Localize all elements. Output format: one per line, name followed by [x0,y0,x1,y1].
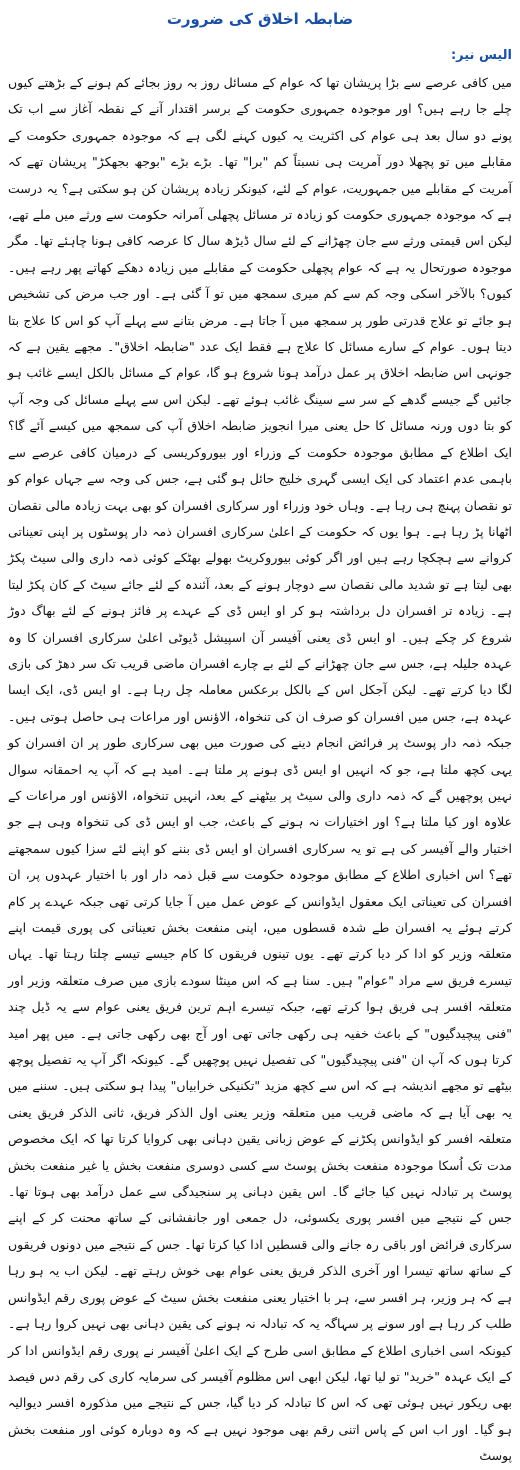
author-name: الیس نیر: [450,48,512,63]
article-paragraph: میں کافی عرصے سے بڑا پریشان تھا کہ عوام کے مسائل روز بہ روز بجائے کم ہونے کے بڑھتے کیوں چلے جا رہے ہیں؟ اور موجودہ جمہوری حکومت کے برسر اقتدار آنے کے نقطہ آغاز سے اب تک پونے دو سال بعد ہی عوام کی اکثریت یہ کیوں کہنے لگی ہے کہ موجودہ جمہوری حکومت کے مقابلے میں تو پچھلا دور آمریت ہی نسبتاً کم "برا" تھا۔ بڑے بڑے "بوجھ بجھکڑ" پریشان تھے کہ آمریت کے مقابلے میں جمہوریت، عوام کے لئے، کیونکر زیادہ پریشان کن ہو سکتی ہے؟ یہ درست ہے کہ موجودہ جمہوری حکومت کو زیادہ تر مسائل پچھلی آمرانہ حکومت سے ورثے میں ملے تھے، لیکن اس قیمتی ورثے سے جان چھڑانے کے لئے سال ڈیڑھ سال کا عرصہ کافی ہونا چاہئے تھا۔ مگر موجودہ صورتحال یہ ہے کہ عوام پچھلی حکومت کے مقابلے میں زیادہ دھکے کھاتے پھر رہے ہیں۔ کیوں؟ بالآخر اسکی وجہ کم سے کم میری سمجھ میں تو آ گئی ہے۔ اور جب مرض کی تشخیص ہو جائے تو علاج قدرتی طور پر سمجھ میں آ جاتا ہے۔ مرض بتانے سے پہلے آپ کو اس کا علاج بتا دیتا ہوں۔ عوام کے سارے مسائل کا علاج ہے فقط ایک عدد "ضابطہ اخلاق"۔ مجھے یقین ہے کہ جونہی اس ضابطہ اخلاق پر عمل درآمد ہونا شروع ہو گا، عوام کے مسائل بالکل ایسے غائب ہو جائیں گے جیسے گدھے کے سر سے سینگ غائب ہوئے تھے۔ لیکن اس سے پہلے مسائل کی وجہ آپ کو بتا دوں ورنہ مسائل کا حل یعنی میرا انجویز ضابطہ اخلاق آپ کی سمجھ میں کیسے آئے گا؟ ایک اطلاع کے مطابق موجودہ حکومت کے وزراء اور بیوروکریسی کے درمیان کافی عرصے سے باہمی عدم اعتماد کی ایک ایسی گہری خلیج حائل ہو گئی ہے، جس کی وجہ سے جہاں عوام کو تو نقصان پہنچ ہی رہا ہے۔ وہاں خود وزراء اور سرکاری افسران کو بھی بہت زیادہ مالی نقصان اٹھانا پڑ رہا ہے۔ ہوا یوں کہ حکومت کے اعلیٰ سرکاری افسران ذمہ دار پوسٹوں پر اپنی تعیناتی کروانے سے ہچکچا رہے ہیں اور اگر کوئی بیوروکریٹ بھولے بھٹکے کوئی ذمہ داری والی سیٹ پکڑ بھی لیتا ہے تو شدید مالی نقصان سے دوچار ہونے کے بعد، آئندہ کے لئے جائے سیٹ کے کان پکڑ لیتا ہے۔ زیادہ تر افسران دل برداشتہ ہو کر او ایس ڈی کے عہدے پر فائز ہونے کے لئے بھاگ دوڑ شروع کر چکے ہیں۔ او ایس ڈی یعنی آفیسر آن اسپیشل ڈیوٹی اعلیٰ سرکاری افسران کا وہ عہدہ جلیلہ ہے، جس سے جان چھڑانے کے لئے بے چارے افسران ماضی قریب تک سر دھڑ کی بازی لگا دیا کرتے تھے۔ لیکن آجکل اس کے بالکل برعکس معاملہ چل رہا ہے۔ او ایس ڈی، ایک ایسا عہدہ ہے، جس میں افسران کو صرف ان کی تنخواہ، الاؤنس اور مراعات ہی حاصل ہوتی ہیں۔ جبکہ ذمہ دار پوسٹ پر فرائض انجام دینے کی صورت میں بھی سرکاری طور پر ان افسران کو یہی کچھ ملتا ہے، جو کہ انہیں او ایس ڈی ہونے پر ملتا ہے۔ امید ہے کہ آپ یہ احمقانہ سوال نہیں پوچھیں گے کہ ذمہ داری والی سیٹ پر بیٹھنے کے بعد، انہیں تنخواہ، الاؤنس اور مراعات کے علاوہ اور کیا ملتا ہے؟ اور اختیارات نہ ہونے کے باعث، جب او ایس ڈی کی تنخواہ وہی ہے جو اختیار والے آفیسر کی ہے تو یہ سرکاری افسران او ایس ڈی بننے کو اپنے لئے سزا کیوں سمجھتے تھے؟ اس اخباری اطلاع کے مطابق موجودہ حکومت سے قبل ذمہ دار اور با اختیار عہدوں پر، ان افسران کی تعیناتی ایک معقول ایڈوانس کے عوض عمل میں آ جایا کرتی تھی جبکہ عہدے پر کام کرتے ہوئے یہ افسران طے شدہ قسطوں میں، اپنی منفعت بخش تعیناتی کی پوری قیمت اپنے متعلقہ وزیر کو ادا کر دیا کرتے تھے۔ یوں تینوں فریقوں کا کام جیسے تیسے چلتا رہتا تھا۔ یہاں تیسرے فریق سے مراد "عوام" ہیں۔ سنا ہے کہ اس مینٹا سودے بازی میں صرف متعلقہ وزیر اور متعلقہ افسر ہی فریق ہوا کرتے تھے، جبکہ تیسرے اہم ترین فریق یعنی عوام سے یہ ڈیل چند "فنی پیچیدگیوں" کے باعث خفیہ ہی رکھی جاتی تھی اور آج بھی رکھی جاتی ہے۔ میں پھر امید کرتا ہوں کہ آپ ان "فنی پیچیدگیوں" کی تفصیل نہیں پوچھیں گے۔ کیونکہ اگر آپ یہ تفصیل پوچھ بیٹھے تو مجھے اندیشہ ہے کہ اس سے کچھ مزید "تکنیکی خرابیاں" پیدا ہو سکتی ہیں۔ سننے میں یہ بھی آیا ہے کہ ماضی قریب میں متعلقہ وزیر یعنی اول الذکر فریق، ثانی الذکر فریق یعنی متعلقہ افسر کو ایڈوانس پکڑنے کے عوض زبانی یقین دہانی بھی کروایا کرتا تھا کہ ایک مخصوص مدت تک اُسکا موجودہ منفعت بخش پوسٹ سے کسی دوسری منفعت بخش یا غیر منفعت بخش پوسٹ پر تبادلہ نہیں کیا جائے گا۔ اس یقین دہانی پر سنجیدگی سے عمل درآمد بھی ہوتا تھا۔ جس کے نتیجے میں افسر پوری یکسوئی، دل جمعی اور جانفشانی کے ساتھ محنت کر کے اپنے سرکاری فرائض اور باقی رہ جانے والی قسطیں ادا کیا کرتا تھا۔ جس کے نتیجے میں دونوں فریقوں کے ساتھ ساتھ تیسرا اور آخری الذکر فریق یعنی عوام بھی خوش رہتے تھے۔ لیکن اب یہ ہو رہا ہے کہ ہر وزیر، ہر افسر سے، ہر با اختیار یعنی منفعت بخش سیٹ کے عوض پوری رقم ایڈوانس طلب کر رہا ہے اور سونے پر سہاگہ یہ کہ تبادلہ نہ ہونے کی یقین دہانی بھی نہیں کروا رہا ہے۔ کیونکہ اسی اخباری اطلاع کے مطابق اسی طرح کے ایک اعلیٰ آفیسر نے پوری رقم ایڈوانس ادا کر کے ایک عہدہ "خرید" تو لیا تھا، لیکن ابھی اس مظلوم آفیسر کی سرمایہ کاری کی رقم دس فیصد بھی ریکور نہیں ہوئی تھی کہ اس کا تبادلہ کر دیا گیا، جس کے نتیجے میں مذکورہ افسر دیوالیہ ہو گیا۔ اور اب اس کے پاس اتنی رقم بھی موجود نہیں ہے کہ وہ دوبارہ کوئی اور منفعت بخش پوسٹ [8,75,513,1464]
article-title: ضابطہ اخلاق کی ضرورت [166,10,354,28]
article-body [8,70,512,1470]
